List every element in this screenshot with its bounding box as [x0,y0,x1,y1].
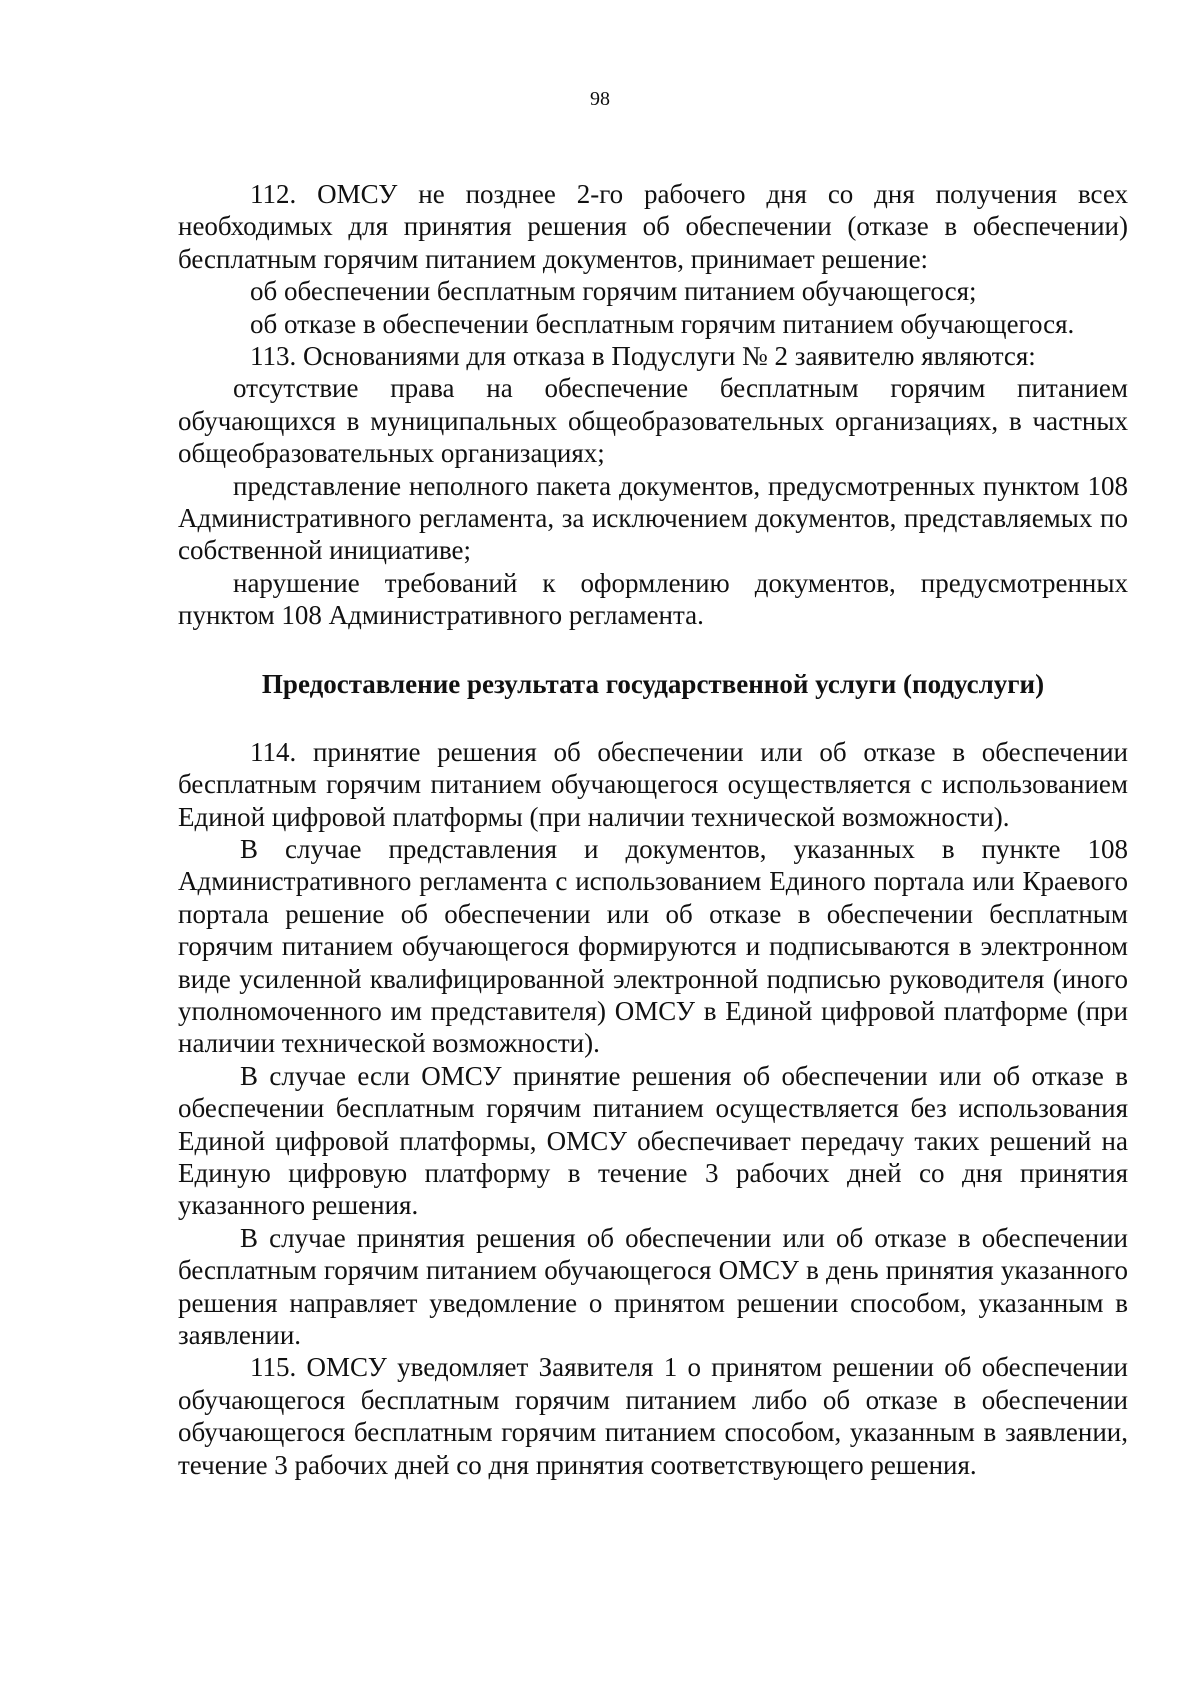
document-body [178,178,1128,1481]
page-number: 98 [590,88,610,110]
paragraph-without-platform: В случае если ОМСУ принятие решения об обеспечении или об отказе в обеспечении бесплатным горячим питанием осуществляется без использования Единой цифровой платформы, ОМСУ обеспечивает передачу таких решений на Единую цифровую платформу в течение 3 рабочих дней со дня принятия указанного решения. [178,1060,1128,1221]
paragraph-electronic-decision: В случае представления и документов, указанных в пункте 108 Административного регламента с использованием Единого портала или Краевого портала решение об обеспечении или об отказе в обеспечении бесплатным горячим питанием обучающегося формируются и подписываются в электронном виде усиленной квалифицированной электронной подписью руководителя (иного уполномоченного им представителя) ОМСУ в Единой цифровой платформе (при наличии технической возможности). [178,833,1128,1059]
paragraph-notification: В случае принятия решения об обеспечении или об отказе в обеспечении бесплатным горячим питанием обучающегося ОМСУ в день принятия указанного решения направляет уведомление о принятом решении способом, указанным в заявлении. [178,1222,1128,1350]
paragraph-option-provide: об обеспечении бесплатным горячим питанием обучающегося; [250,276,977,307]
paragraph-112: 112. ОМСУ не позднее 2-го рабочего дня со дня получения всех необходимых для принятия решения об обеспечении (отказе в обеспечении) бесплатным горячим питанием документов, принимает решение: [178,179,1128,274]
paragraph-ground-no-right: отсутствие права на обеспечение бесплатным горячим питанием обучающихся в муниципальных общеобразовательных организациях, в частных общеобразовательных организациях; [178,373,1128,469]
section-heading: Предоставление результата государственной услуги (подуслуги) [261,668,1045,699]
paragraph-ground-violation: нарушение требований к оформлению документов, предусмотренных пунктом 108 Административного регламента. [178,567,1128,631]
paragraph-114: 114. принятие решения об обеспечении или об отказе в обеспечении бесплатным горячим питанием обучающегося осуществляется с использованием Единой цифровой платформы (при наличии технической возможности). [178,736,1128,832]
paragraph-115: 115. ОМСУ уведомляет Заявителя 1 о принятом решении об обеспечении обучающегося бесплатным горячим питанием либо об отказе в обеспечении обучающегося бесплатным горячим питанием способом, указанным в заявлении, течение 3 рабочих дней со дня принятия соответствующего решения. [178,1352,1128,1480]
paragraph-ground-incomplete: представление неполного пакета документов, предусмотренных пунктом 108 Административного регламента, за исключением документов, представляемых по собственной инициативе; [178,470,1128,566]
paragraph-113: 113. Основаниями для отказа в Подуслуги № 2 заявителю являются: [250,341,1036,372]
paragraph-option-refuse: об отказе в обеспечении бесплатным горячим питанием обучающегося. [250,308,1075,339]
